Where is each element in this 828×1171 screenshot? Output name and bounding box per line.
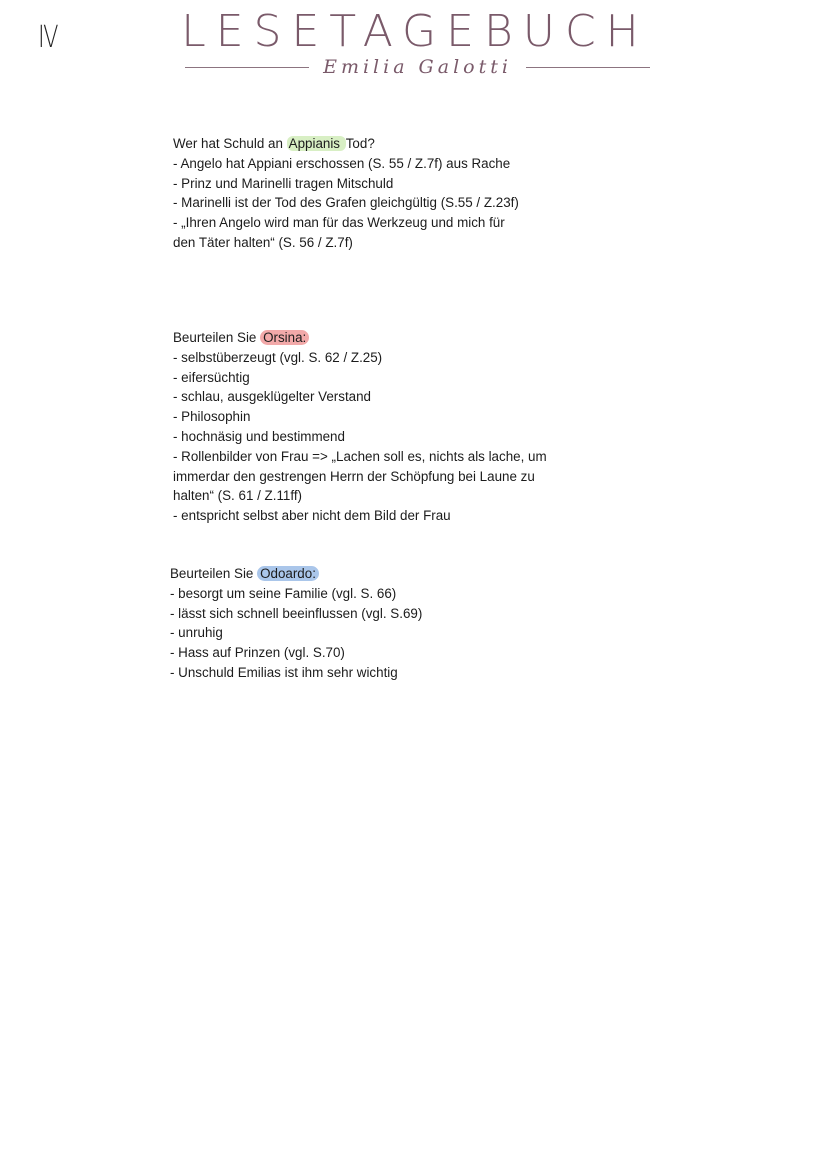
highlight-odoardo: Odoardo: [257, 566, 319, 581]
heading-suffix: Tod? [345, 136, 375, 151]
list-item: - hochnäsig und bestimmend [173, 428, 345, 444]
list-item: - schlau, ausgeklügelter Verstand [173, 389, 372, 405]
section-odoardo [170, 564, 590, 683]
heading-prefix: Beurteilen Sie [170, 566, 258, 581]
highlight-orsina: Orsina: [260, 330, 309, 345]
list-item: - Hass auf Prinzen (vgl. S.70) [170, 645, 345, 661]
list-item: immerdar den gestrengen Herrn der Schöpfung bei Laune zu [173, 468, 535, 484]
section-heading [173, 134, 593, 154]
list-item: - „Ihren Angelo wird man für das Werkzeug und mich für [173, 215, 505, 231]
page-title: LESETAGEBUCH [181, 6, 649, 57]
list-item: - Prinz und Marinelli tragen Mitschuld [173, 175, 394, 191]
list-item: - entspricht selbst aber nicht dem Bild der Frau [173, 508, 451, 524]
subtitle-row [185, 54, 650, 80]
list-item: halten“ (S. 61 / Z.11ff) [173, 488, 303, 504]
list-item: - Marinelli ist der Tod des Grafen gleichgültig (S.55 / Z.23f) [173, 195, 519, 211]
section-heading [173, 328, 593, 348]
list-item: - Unschuld Emilias ist ihm sehr wichtig [170, 664, 398, 680]
page-number: IV [38, 20, 58, 55]
list-item: - lässt sich schnell beeinflussen (vgl. S.69) [170, 605, 423, 621]
list-item: - Angelo hat Appiani erschossen (S. 55 / Z.7f) aus Rache [173, 155, 511, 171]
list-item: - Philosophin [173, 409, 251, 425]
list-item: den Täter halten“ (S. 56 / Z.7f) [173, 234, 353, 250]
list-item: - eifersüchtig [173, 369, 250, 385]
page-subtitle: Emilia Galotti [323, 56, 512, 78]
section-appiani [173, 134, 593, 253]
list-item: - selbstüberzeugt (vgl. S. 62 / Z.25) [173, 349, 383, 365]
list-item: - besorgt um seine Familie (vgl. S. 66) [170, 585, 397, 601]
heading-prefix: Beurteilen Sie [173, 330, 261, 345]
right-divider [526, 67, 650, 68]
left-divider [185, 67, 309, 68]
section-heading [170, 564, 590, 584]
heading-prefix: Wer hat Schuld an [173, 136, 287, 151]
list-item: - unruhig [170, 625, 223, 641]
section-orsina [173, 328, 593, 526]
highlight-appiani: Appianis [288, 136, 344, 151]
list-item: - Rollenbilder von Frau => „Lachen soll es, nichts als lache, um [173, 448, 547, 464]
